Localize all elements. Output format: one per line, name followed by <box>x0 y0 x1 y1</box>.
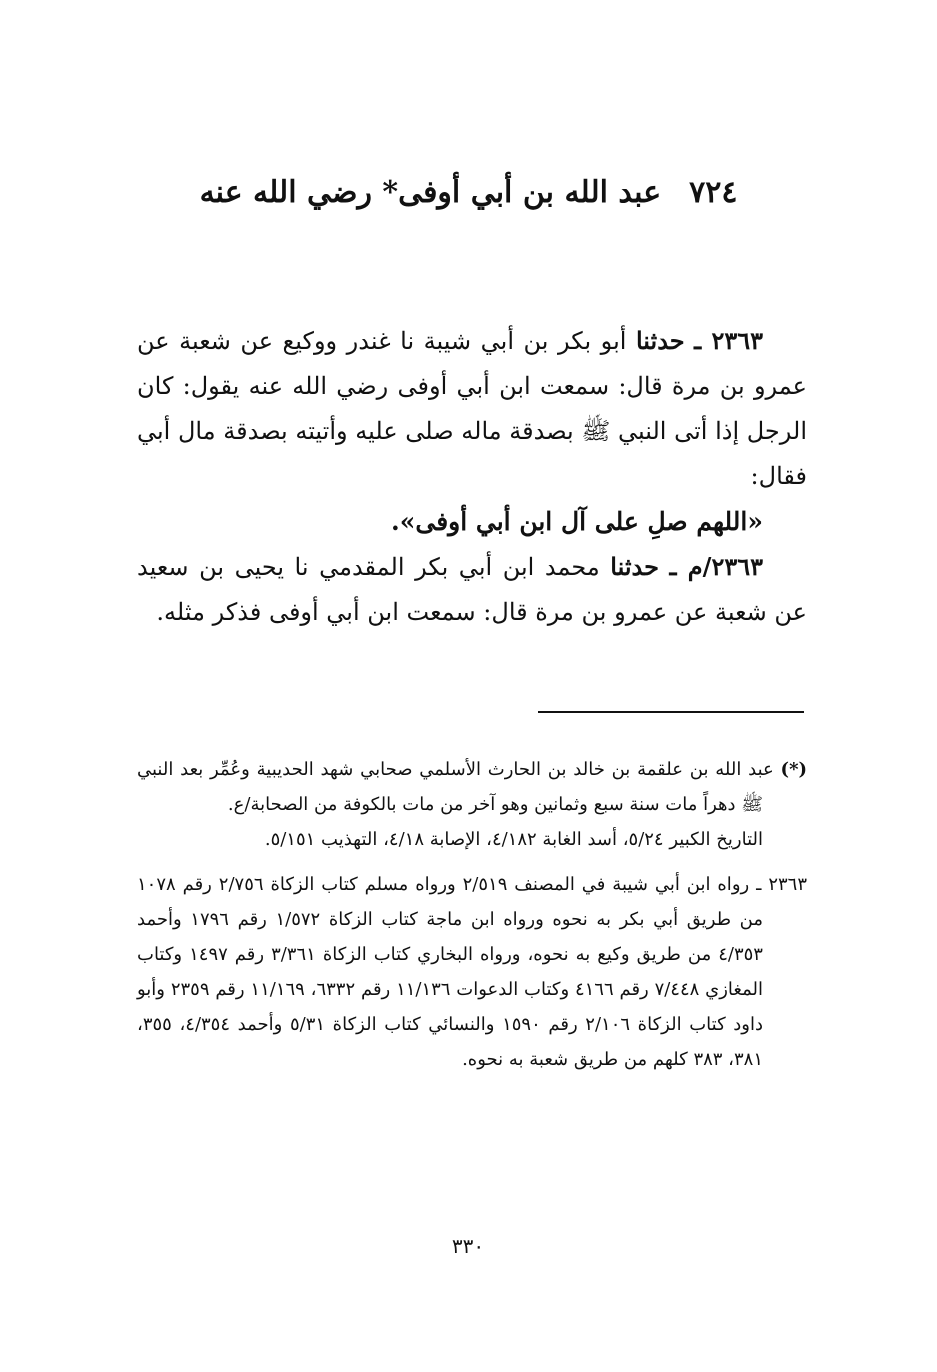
hadith-2363-m-number: ٢٣٦٣/م ـ <box>669 552 763 581</box>
hadith-2363-text: أبو بكر بن أبي شيبة نا غندر ووكيع عن شعبة عن عمرو بن مرة قال: سمعت ابن أبي أوفى رضي الله عنه يقول: كان الرجل إذا أتى النبي ﷺ بصدقة ماله صلى عليه وأتيته بصدقة مال أبي فقال: <box>137 327 807 490</box>
footnote-biography <box>137 752 807 822</box>
hadith-2363-lead: حدثنا <box>635 326 685 355</box>
footnote-marker: (*) <box>780 759 807 780</box>
hadith-2363-m <box>137 544 807 635</box>
footnote-takhrij <box>137 867 807 1077</box>
hadith-2363-number: ٢٣٦٣ ـ <box>694 326 764 355</box>
footnote-takhrij-number: ٢٣٦٣ <box>768 874 807 895</box>
chapter-number: ٧٢٤ <box>689 175 738 210</box>
footnote-biography-text: عبد الله بن علقمة بن خالد بن الحارث الأسلمي صحابي شهد الحديبية وعُمِّر بعد النبي ﷺ دهراً مات سنة سبع وثمانين وهو آخر من مات بالكوفة من الصحابة/ع. <box>137 759 774 815</box>
prophet-prayer: «اللهم صلِ على آل ابن أبي أوفى». <box>391 507 763 536</box>
footnote-separator <box>538 711 804 713</box>
footnote-takhrij-text: ـ رواه ابن أبي شيبة في المصنف ٢/٥١٩ ورواه مسلم كتاب الزكاة ٢/٧٥٦ رقم ١٠٧٨ من طريق أبي بكر به نحوه ورواه ابن ماجة كتاب الزكاة ١/٥٧٢ رقم ١٧٩٦ وأحمد ٤/٣٥٣ من طريق وكيع به نحوه، ورواه البخاري كتاب الزكاة ٣/٣٦١ رقم ١٤٩٧ وكتاب المغازي ٧/٤٤٨ رقم ٤١٦٦ وكتاب الدعوات ١١/١٣٦ رقم ٦٣٣٢، ١١/١٦٩ رقم ٢٣٥٩ وأبو داود كتاب الزكاة ٢/١٠٦ رقم ١٥٩٠ والنسائي كتاب الزكاة ٥/٣١ وأحمد ٤/٣٥٤، ٣٥٥، ٣٨١، ٣٨٣ كلهم من طريق شعبة به نحوه. <box>137 874 763 1070</box>
chapter-title: عبد الله بن أبي أوفى* رضي الله عنه <box>199 175 662 210</box>
hadith-2363 <box>137 318 807 499</box>
footnote-sources: التاريخ الكبير ٥/٢٤، أسد الغابة ٤/١٨٢، الإصابة ٤/١٨، التهذيب ٥/١٥١. <box>264 829 763 850</box>
page-number: ٣٣٠ <box>451 1234 485 1258</box>
footnotes <box>137 752 807 1077</box>
main-text <box>137 318 807 635</box>
chapter-heading <box>130 168 807 218</box>
hadith-2363-m-lead: حدثنا <box>610 552 659 581</box>
hadith-2363-m-text: محمد ابن أبي بكر المقدمي نا يحيى بن سعيد عن شعبة عن عمرو بن مرة قال: سمعت ابن أبي أوفى فذكر مثله. <box>137 553 807 626</box>
